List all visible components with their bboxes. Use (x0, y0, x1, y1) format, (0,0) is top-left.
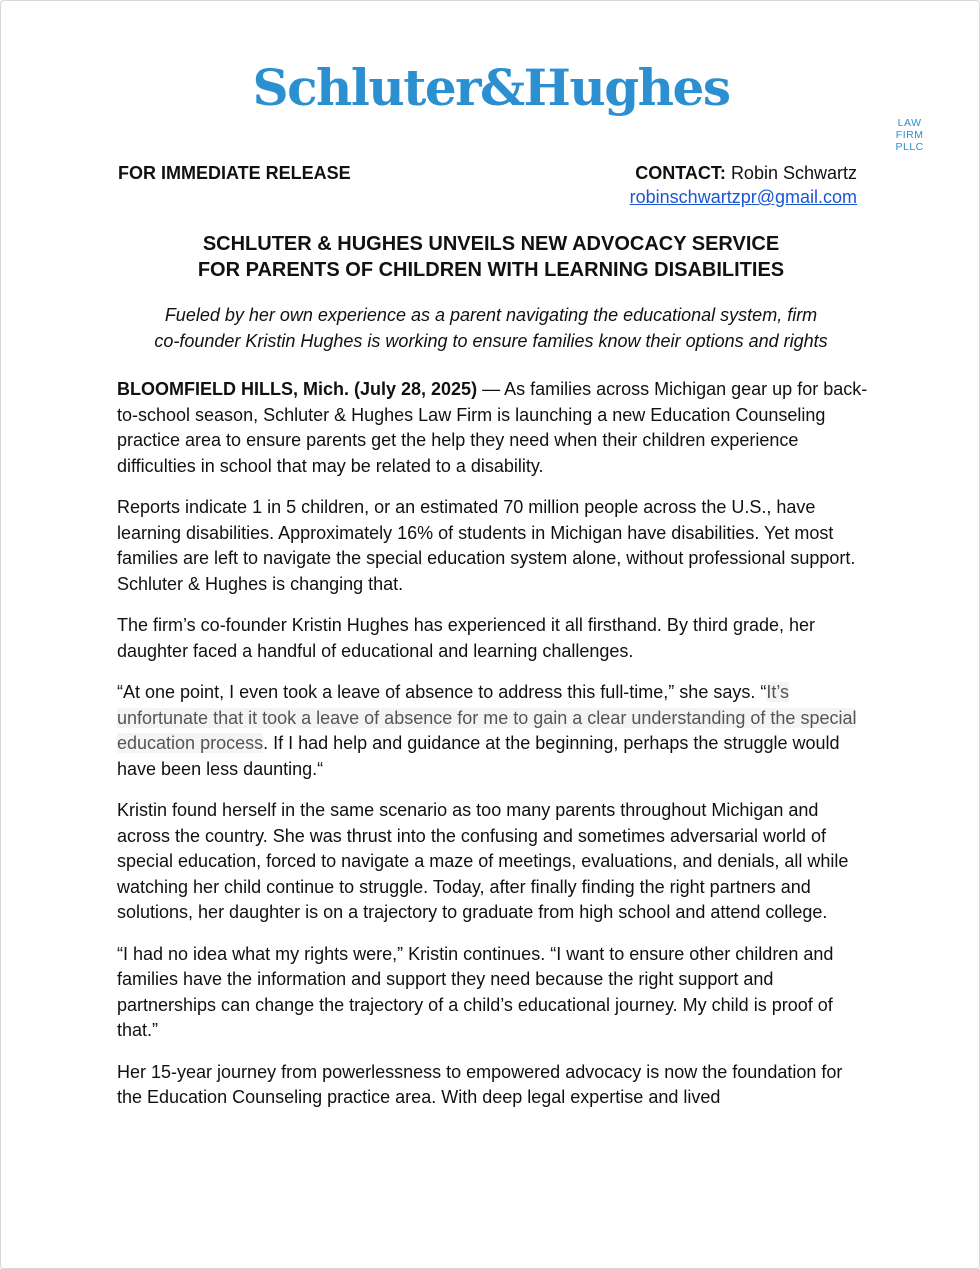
subhead-line-2: co-founder Kristin Hughes is working to ensure families know their options and rights (154, 331, 828, 351)
logo-wordmark: Schluter&Hughes (252, 58, 730, 117)
paragraph-2: Reports indicate 1 in 5 children, or an estimated 70 million people across the U.S., have learning disabilities. Approximately 16% of students in Michigan have disabilities. Yet most families are left to navigate the special education system alone, without professional support. Schluter & Hughes is changing that. (117, 497, 856, 594)
firm-logo (1, 58, 980, 153)
headline (1, 231, 980, 283)
contact-block (630, 161, 857, 209)
paragraph-7: Her 15-year journey from powerlessness to empowered advocacy is now the foundation for the Education Counseling practice area. With deep legal expertise and lived (117, 1061, 843, 1107)
paragraph-6: “I had no idea what my rights were,” Kristin continues. “I want to ensure other children and families have the information and support they need because the right support and partnerships can change the trajectory of a child’s educational journey. My child is proof of that.” (117, 943, 834, 1040)
quote-end: . If I had help and guidance at the beginning, perhaps the struggle would have been less daunting.“ (117, 733, 840, 779)
subhead-line-1: Fueled by her own experience as a parent navigating the educational system, firm (164, 305, 818, 325)
contact-name: Robin Schwartz (730, 163, 857, 183)
highlighted-quote: It’s unfortunate that it took a leave of absence for me to gain a clear understanding of the special education process (117, 682, 857, 753)
paragraph-1 (117, 377, 869, 479)
dateline: BLOOMFIELD HILLS, Mich. (July 28, 2025) (117, 379, 478, 399)
quote-start: “At one point, I even took a leave of absence to address this full-time,” she says. “ (117, 682, 767, 702)
paragraph-3: The firm’s co-founder Kristin Hughes has experienced it all firsthand. By third grade, her daughter faced a handful of educational and learning challenges. (117, 615, 816, 661)
logo-subtitle: LAW FIRM PLLC (895, 117, 924, 153)
headline-line-2: FOR PARENTS OF CHILDREN WITH LEARNING DISABILITIES (197, 259, 785, 281)
contact-email-link[interactable]: robinschwartzpr@gmail.com (629, 187, 857, 207)
headline-line-1: SCHLUTER & HUGHES UNVEILS NEW ADVOCACY SERVICE (202, 233, 780, 255)
paragraph-1-text: — As families across Michigan gear up for back-to-school season, Schluter & Hughes Law Firm is launching a new Education Counseling practice area to ensure parents get the help they need when their children experience difficulties in school that may be related to a disability. (117, 379, 868, 476)
release-label: FOR IMMEDIATE RELEASE (118, 163, 351, 183)
subheadline (1, 302, 980, 354)
contact-label: CONTACT: (635, 163, 726, 183)
paragraph-5: Kristin found herself in the same scenario as too many parents throughout Michigan and across the country. She was thrust into the confusing and sometimes adversarial world of special education, forced to navigate a maze of meetings, evaluations, and denials, all while watching her child continue to struggle. Today, after finally finding the right partners and solutions, her daughter is on a trajectory to graduate from high school and attend college. (117, 800, 849, 922)
body-text (117, 377, 869, 1127)
paragraph-4 (117, 680, 869, 782)
